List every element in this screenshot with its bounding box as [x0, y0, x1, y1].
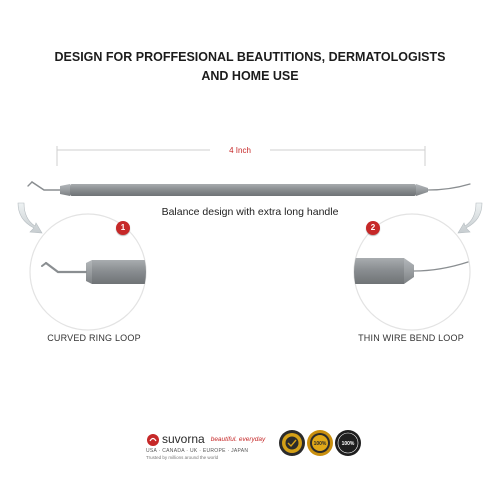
- thin-wire-bend-loop-label: THIN WIRE BEND LOOP: [358, 333, 464, 343]
- quality-seal: [279, 430, 305, 456]
- brand-tagline: beautiful. everyday: [210, 435, 266, 443]
- detail-circle-left: [30, 214, 152, 330]
- dimension-label: 4 Inch: [210, 146, 270, 155]
- satisfaction-seal-text: 100%: [341, 441, 355, 447]
- balance-caption: Balance design with extra long handle: [161, 206, 339, 218]
- brand-regions: USA · CANADA · UK · EUROPE · JAPAN: [146, 448, 249, 454]
- detail-badge-2: 2: [366, 221, 380, 235]
- brand-name: suvorna: [162, 432, 205, 446]
- curved-arrow-icon: [458, 203, 482, 233]
- guarantee-seal-text: 100%: [313, 441, 327, 447]
- curved-ring-loop-label: CURVED RING LOOP: [47, 333, 141, 343]
- brand-block: [146, 432, 276, 460]
- brand-trust-line: Trusted by millions around the world: [146, 455, 219, 460]
- tool-full-view: [28, 182, 470, 196]
- curved-arrow-icon: [18, 203, 42, 233]
- headline-line-2: AND HOME USE: [201, 69, 299, 83]
- headline-line-1: DESIGN FOR PROFFESIONAL BEAUTITIONS, DERMATOLOGISTS: [54, 50, 446, 64]
- brand-row: [146, 432, 276, 446]
- detail-badge-1: 1: [116, 221, 130, 235]
